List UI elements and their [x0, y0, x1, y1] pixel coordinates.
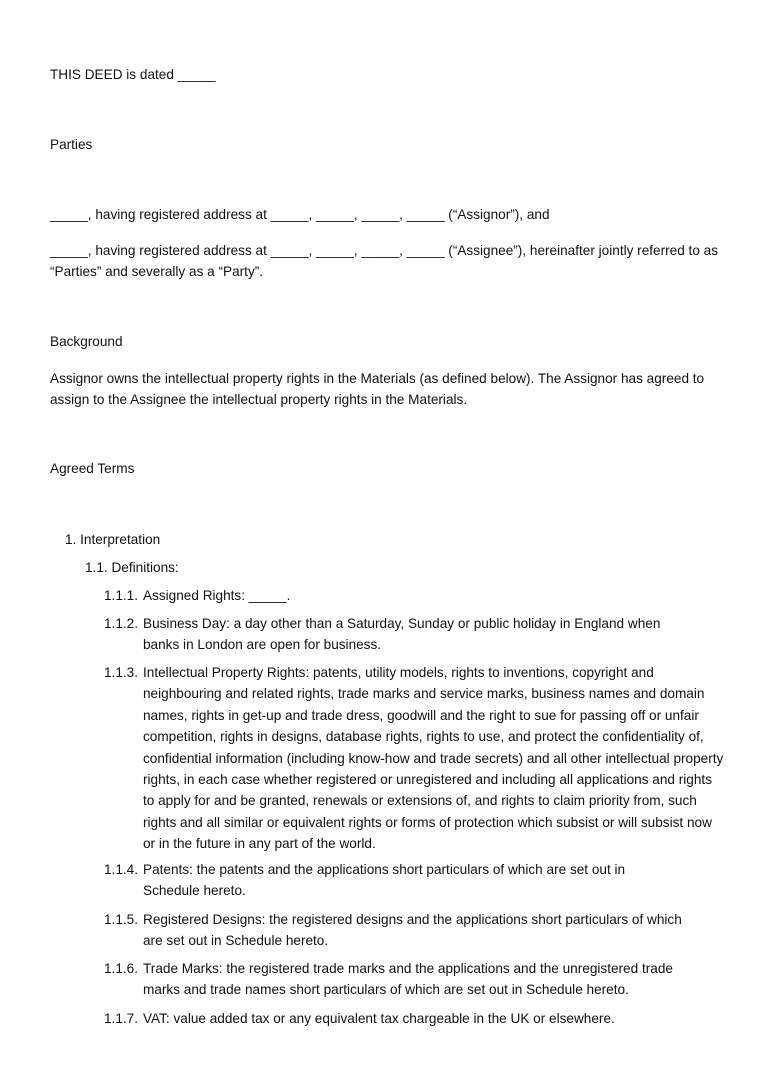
agreed-terms-heading: Agreed Terms	[50, 461, 135, 476]
clause-title: Definitions:	[111, 560, 179, 575]
definition-text: Business Day: a day other than a Saturday, Sunday or public holiday in England when banks in London are open for business.	[143, 616, 661, 653]
definition-text: Assigned Rights: _____.	[143, 588, 291, 603]
definition-text: Intellectual Property Rights: patents, utility models, rights to inventions, copyright and neighbouring and related rights, trade marks and service marks, business names and domain names, rights in get-up and trade dress, goodwill and the right to sue for passing off or unfair competition, rights in designs, database rights, rights to use, and protect the confidentiality of, confidential information (including know-how and trade secrets) and all other intellectual property rights, in each case whether registered or unregistered and including all applications and rights to apply for and be granted, renewals or extensions of, and rights to claim priority from, such rights and all similar or equivalent rights or forms of protection which subsist or will subsist now or in the future in any part of the world.	[143, 665, 724, 852]
definition-registered-designs	[104, 909, 684, 952]
parties-heading: Parties	[50, 137, 93, 152]
definition-number: 1.1.4.	[104, 862, 139, 877]
background-text: Assignor owns the intellectual property rights in the Materials (as defined below). The Assignor has agreed to assign to the Assignee the intellectual property rights in the Materials.	[50, 371, 705, 408]
clause-definitions	[85, 557, 179, 578]
definition-number: 1.1.3.	[104, 665, 139, 680]
definition-text: Patents: the patents and the applications short particulars of which are set out in Schedule hereto.	[143, 862, 626, 899]
deed-date-line: THIS DEED is dated _____	[50, 67, 216, 82]
assignor-line: _____, having registered address at _____, _____, _____, _____ (“Assignor”), and	[50, 207, 550, 222]
definition-ip-rights	[104, 662, 724, 855]
definition-number: 1.1.2.	[104, 616, 139, 631]
clause-title: Interpretation	[80, 532, 161, 547]
definition-text: VAT: value added tax or any equivalent tax chargeable in the UK or elsewhere.	[143, 1011, 615, 1026]
assignee-line: _____, having registered address at _____, _____, _____, _____ (“Assignee”), hereinafter jointly referred to as “Parties” and severally as a “Party”.	[50, 243, 719, 280]
definition-number: 1.1.6.	[104, 961, 139, 976]
definition-trade-marks	[104, 958, 684, 1001]
definition-number: 1.1.1.	[104, 588, 139, 603]
definition-vat	[104, 1008, 684, 1029]
definition-number: 1.1.7.	[104, 1011, 139, 1026]
definition-number: 1.1.5.	[104, 912, 139, 927]
definition-business-day	[104, 613, 684, 656]
clause-number: 1.	[65, 532, 77, 547]
definition-assigned-rights	[104, 585, 684, 606]
definition-patents	[104, 859, 684, 902]
clause-number: 1.1.	[85, 560, 108, 575]
clause-interpretation	[65, 529, 160, 550]
background-heading: Background	[50, 334, 123, 349]
definition-text: Registered Designs: the registered designs and the applications short particulars of which are set out in Schedule hereto.	[143, 912, 682, 949]
definition-text: Trade Marks: the registered trade marks and the applications and the unregistered trade marks and trade names short particulars of which are set out in Schedule hereto.	[143, 961, 673, 998]
